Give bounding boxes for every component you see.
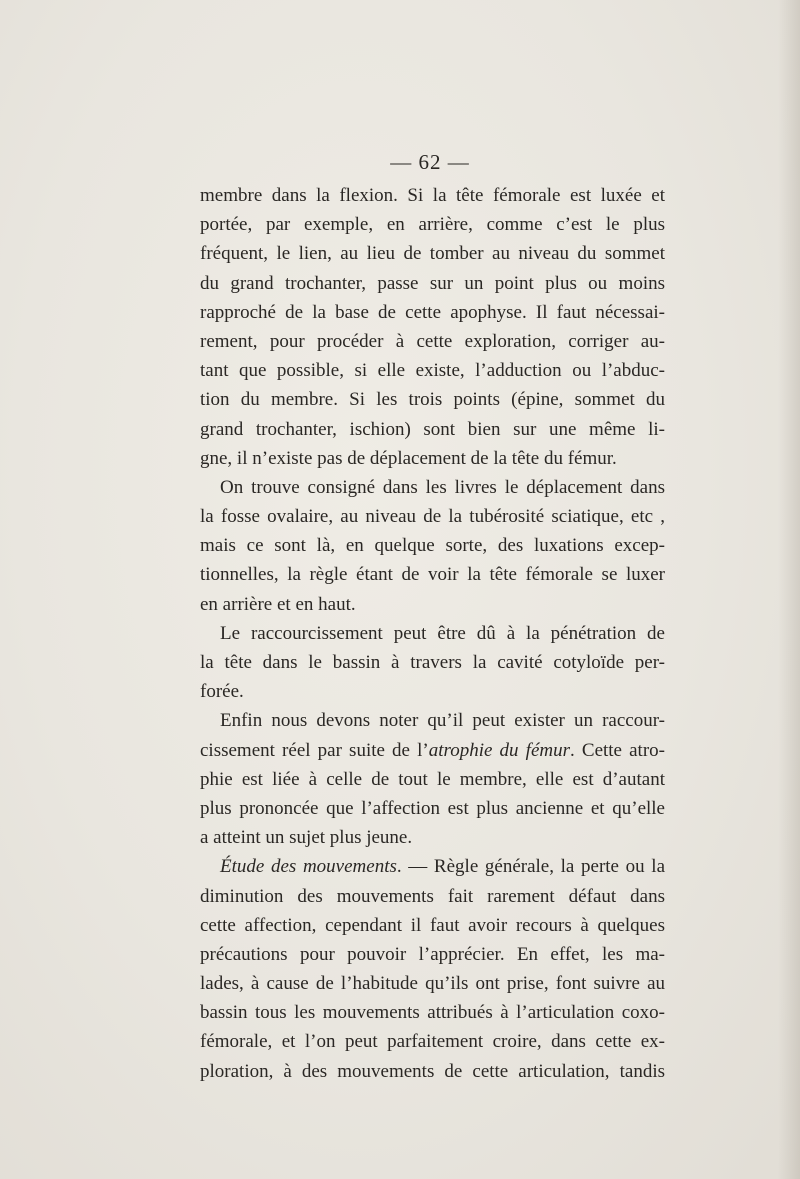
text-line-content: rement, pour procéder à cette exploration, corriger au-: [200, 330, 665, 352]
text-line: [200, 852, 665, 881]
page-number: — 62 —: [390, 150, 470, 174]
text-line-content: ploration, à des mouvements de cette articulation, tandis: [200, 1060, 665, 1082]
text-line-content: rapproché de la base de cette apophyse. Il faut nécessai-: [200, 301, 665, 323]
text-line-content: tant que possible, si elle existe, l’adduction ou l’abduc-: [200, 360, 665, 382]
text-line-continuation: . Cette atro-: [570, 739, 665, 761]
text-line-content: bassin tous les mouvements attribués à l’articulation coxo-: [200, 1002, 665, 1024]
text-line-continuation: . — Règle générale, la perte ou la: [396, 856, 665, 878]
text-line-content: plus prononcée que l’affection est plus ancienne et qu’elle: [200, 797, 665, 819]
text-line: [200, 1027, 665, 1056]
text-line-content: mais ce sont là, en quelque sorte, des luxations excep-: [200, 535, 665, 557]
text-line-content: gne, il n’existe pas de déplacement de la tête du fémur.: [200, 447, 617, 469]
text-line-content: Enfin nous devons noter qu’il peut exister un raccour-: [220, 710, 665, 732]
text-line-content: fréquent, le lien, au lieu de tomber au niveau du sommet: [200, 243, 665, 265]
text-line: [200, 444, 665, 473]
text-line: [200, 998, 665, 1027]
text-line-content: a atteint un sujet plus jeune.: [200, 827, 413, 849]
text-line-content: du grand trochanter, passe sur un point plus ou moins: [200, 272, 665, 294]
text-line: [200, 356, 665, 385]
text-line-content: tionnelles, la règle étant de voir la tête fémorale se luxer: [200, 564, 665, 586]
text-line: [200, 736, 665, 765]
text-line-content: membre dans la flexion. Si la tête fémorale est luxée et: [200, 185, 665, 206]
text-line-content: fémorale, et l’on peut parfaitement croire, dans cette ex-: [200, 1031, 665, 1053]
text-line: [200, 940, 665, 969]
text-line: [200, 765, 665, 794]
text-line: [200, 911, 665, 940]
text-line: [200, 502, 665, 531]
text-line: [200, 210, 665, 239]
text-line: [200, 327, 665, 356]
text-line: [200, 882, 665, 911]
text-line-content: portée, par exemple, en arrière, comme c’est le plus: [200, 214, 665, 236]
text-line: [200, 706, 665, 735]
text-line: [200, 531, 665, 560]
text-line-content: diminution des mouvements fait rarement défaut dans: [200, 885, 665, 907]
text-line: [200, 794, 665, 823]
text-line: [200, 648, 665, 677]
text-line: [200, 677, 665, 706]
text-line-content: cette affection, cependant il faut avoir recours à quelques: [200, 914, 665, 936]
text-line-content: lades, à cause de l’habitude qu’ils ont prise, font suivre au: [200, 973, 665, 995]
text-line: [200, 560, 665, 589]
text-line-content: phie est liée à celle de tout le membre, elle est d’autant: [200, 768, 665, 790]
italic-term: atrophie du fémur: [428, 739, 571, 761]
text-line: [200, 823, 665, 852]
text-line: [200, 415, 665, 444]
text-line-content: tion du membre. Si les trois points (épine, sommet du: [200, 389, 665, 411]
text-line-content: forée.: [200, 681, 244, 703]
text-line: [200, 590, 665, 619]
text-line: [200, 473, 665, 502]
text-line-content: cissement réel par suite de l’: [200, 739, 429, 761]
page-edge-shadow: [778, 0, 800, 1179]
italic-term: Étude des mouvements: [220, 856, 397, 878]
text-line: [200, 1057, 665, 1086]
text-line-content: en arrière et en haut.: [200, 593, 356, 615]
text-line-content: la tête dans le bassin à travers la cavité cotyloïde per-: [200, 652, 665, 673]
text-line-content: grand trochanter, ischion) sont bien sur une même li-: [200, 418, 665, 440]
text-line-content: On trouve consigné dans les livres le déplacement dans: [220, 476, 665, 498]
text-line-content: précautions pour pouvoir l’apprécier. En effet, les ma-: [200, 943, 665, 965]
text-line: [200, 298, 665, 327]
text-line: [200, 181, 665, 210]
text-line: [200, 969, 665, 998]
text-line: [200, 385, 665, 414]
body-text: [200, 181, 665, 1086]
text-line: [200, 619, 665, 648]
text-line: [200, 239, 665, 268]
text-line-content: Le raccourcissement peut être dû à la pénétration de: [220, 622, 665, 644]
text-line-content: la fosse ovalaire, au niveau de la tubérosité sciatique, etc ,: [200, 506, 665, 528]
text-line: [200, 269, 665, 298]
